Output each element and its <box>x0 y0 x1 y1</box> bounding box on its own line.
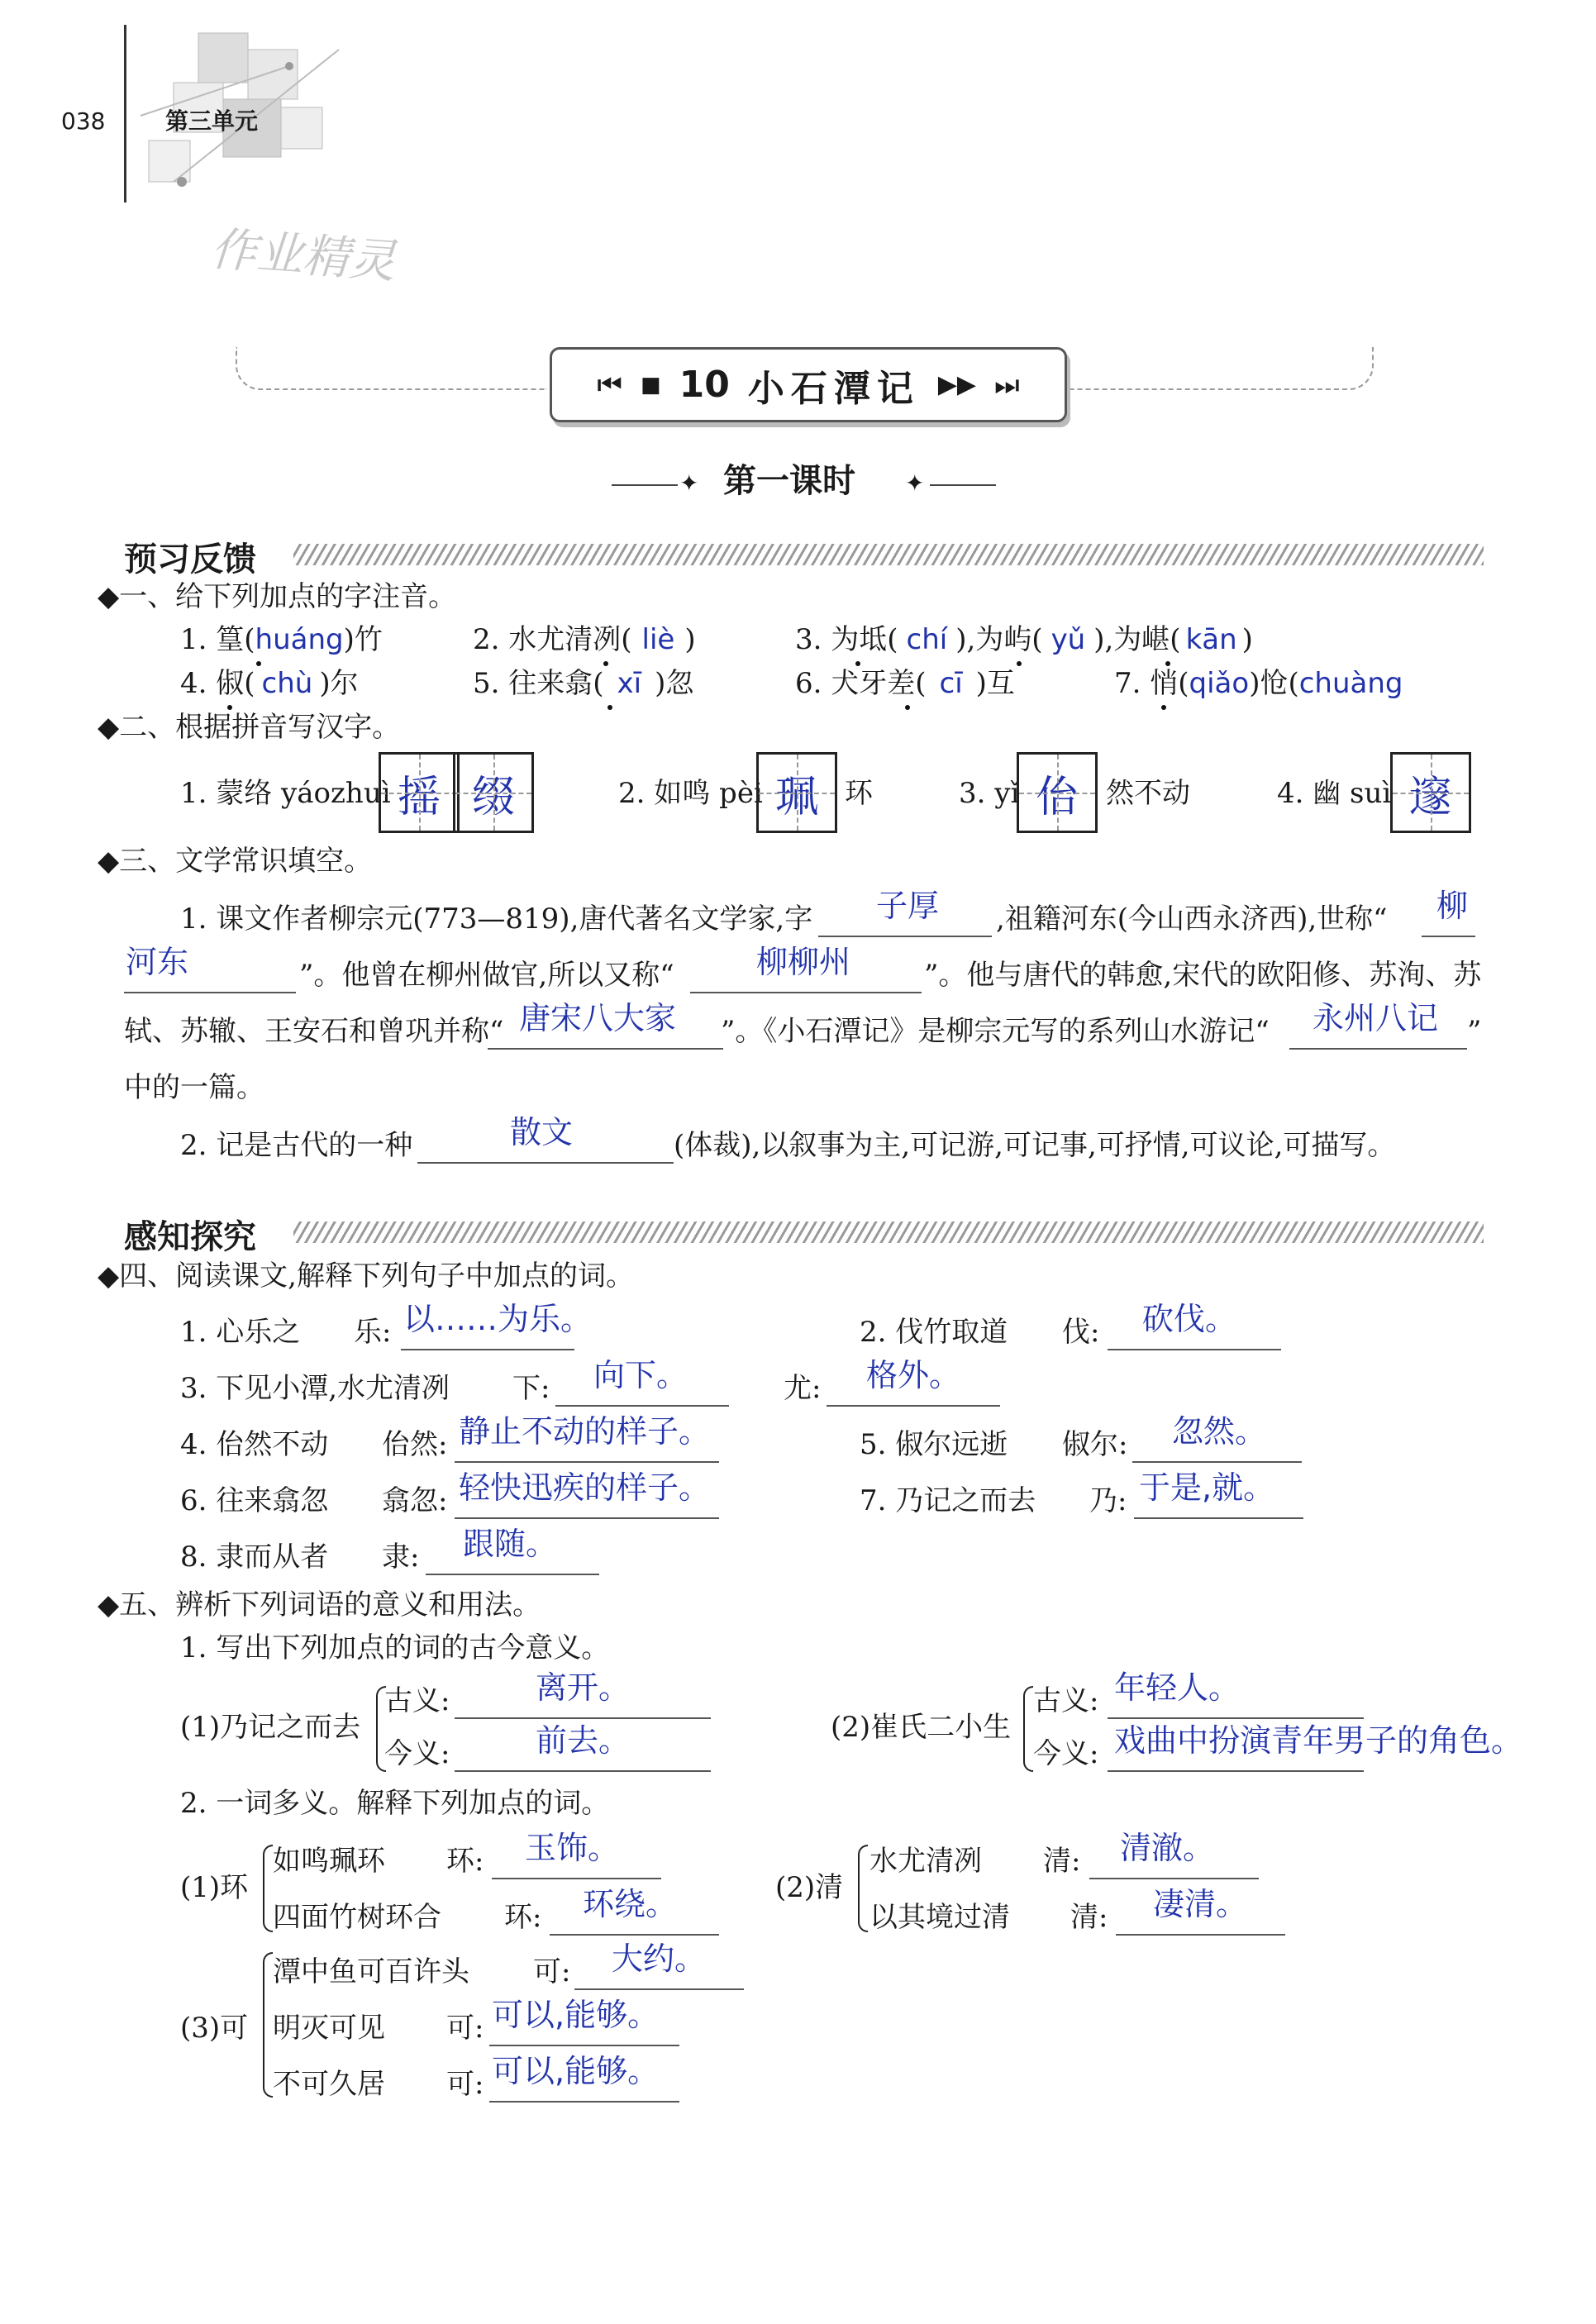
q1-item-2: 2. 水尤清冽( liè ) <box>473 623 696 656</box>
q3-answer-2b: 河东 <box>126 944 189 980</box>
q3-line1b: ,祖籍河东(今山西永济西),世称“ <box>996 902 1388 936</box>
q5-h3-row3-q: 不可久居 <box>273 2068 385 2101</box>
q5-h1-brace <box>263 1845 273 1932</box>
q4-item-3-blank <box>555 1405 729 1407</box>
q4-item-6-answer: 轻快迅疾的样子。 <box>459 1469 711 1506</box>
q4-item-7-q: 7. 乃记之而去 <box>860 1484 1036 1517</box>
q5-p1-gu-answer: 离开。 <box>536 1669 631 1706</box>
q3-line5b: (体裁),以叙事为主,可记游,可记事,可抒情,可议论,可描写。 <box>674 1129 1396 1162</box>
q3-line3c: ” <box>1467 1015 1482 1048</box>
q2-title: ◆二、根据拼音写汉字。 <box>98 711 401 744</box>
q4-item-4-answer: 静止不动的样子。 <box>459 1413 711 1450</box>
q3-blank-5 <box>1289 1048 1467 1050</box>
q4-item-5-answer: 忽然。 <box>1172 1413 1267 1450</box>
q5-h2-row1-q: 水尤清冽 <box>869 1845 982 1878</box>
q4-item-3b-answer: 格外。 <box>866 1357 961 1393</box>
q5-sub2: 2. 一词多义。解释下列加点的词。 <box>180 1787 610 1820</box>
q4-item-7-answer: 于是,就。 <box>1139 1469 1275 1506</box>
q2-item-2-label: 2. 如鸣 pèi <box>618 777 763 810</box>
q5-h1-row2-q: 四面竹树环合 <box>273 1901 441 1934</box>
subtitle-right-ornament: ✦ <box>905 469 925 497</box>
q1-title: ◆一、给下列加点的字注音。 <box>98 580 457 613</box>
q1-item-7: 7. 悄(qiǎo)怆(chuàng <box>1114 667 1403 700</box>
section-explore-heading: 感知探究 <box>124 1217 256 1256</box>
q3-line1a: 1. 课文作者柳宗元(773—819),唐代著名文学家,字 <box>180 902 813 936</box>
q3-blank-6 <box>417 1162 674 1164</box>
q5-h3-row2-answer: 可以,能够。 <box>492 1997 660 2033</box>
q5-h1-row2-w: 环: <box>504 1901 542 1934</box>
q5-p2-brace <box>1023 1686 1033 1772</box>
title-banner-right-line <box>1066 347 1374 390</box>
q3-blank-2b <box>124 992 296 993</box>
q5-h2-head: (2)清 <box>775 1871 844 1904</box>
q4-item-2-answer: 砍伐。 <box>1142 1301 1237 1337</box>
q3-answer-5: 永州八记 <box>1313 1000 1439 1036</box>
q3-line3b: ”。《小石潭记》是柳宗元写的系列山水游记“ <box>721 1015 1270 1048</box>
q4-item-8-q: 8. 隶而从者 <box>180 1541 329 1574</box>
q4-title: ◆四、阅读课文,解释下列句子中加点的词。 <box>98 1260 634 1293</box>
q5-h3-head: (3)可 <box>180 2012 249 2045</box>
q5-p2-jin-label: 今义: <box>1033 1737 1099 1770</box>
q4-item-1-answer: 以……为乐。 <box>403 1301 593 1337</box>
q4-item-8-w: 隶: <box>382 1541 420 1574</box>
q1-item-5: 5. 往来翕( xī )忽 <box>473 667 694 700</box>
q5-p2-gu-answer: 年轻人。 <box>1114 1669 1241 1706</box>
q5-h3-row3-blank <box>489 2101 679 2103</box>
q3-line2a: ”。他曾在柳州做官,所以又称“ <box>299 959 674 992</box>
q4-item-6-blank <box>455 1517 719 1519</box>
q2-item-4-label: 4. 幽 suì <box>1277 777 1392 810</box>
q5-h2-row2-answer: 凄清。 <box>1153 1886 1248 1922</box>
q1-item-1: 1. 篁(huáng)竹 <box>180 623 383 656</box>
q5-h1-row1-answer: 玉饰。 <box>525 1830 620 1866</box>
q4-item-3b-w: 尤: <box>784 1372 822 1405</box>
skip-back-icon: ⏮ <box>597 368 623 402</box>
q4-item-5-w: 俶尔: <box>1062 1428 1128 1461</box>
emphasis-dot <box>256 661 261 666</box>
q4-item-3-w: 下: <box>512 1372 550 1405</box>
q5-p2-jin-answer: 戏曲中扮演青年男子的角色。 <box>1114 1722 1523 1759</box>
q5-p1-jin-blank <box>455 1770 711 1772</box>
q3-line4: 中的一篇。 <box>124 1071 264 1104</box>
q5-h2-row1-w: 清: <box>1043 1845 1081 1878</box>
q5-h3-brace <box>263 1952 273 2098</box>
q4-item-8-blank <box>426 1574 599 1575</box>
q3-line3a: 轼、苏辙、王安石和曾巩并称“ <box>124 1015 504 1048</box>
q5-h2-row1-blank <box>1089 1878 1259 1879</box>
q5-p1-jin-label: 今义: <box>384 1737 450 1770</box>
q1-item-3: 3. 为坻( chí ),为屿( yǔ ),为嵁( kān ) <box>795 623 1253 656</box>
header-rule <box>124 25 126 202</box>
q5-h1-row1-q: 如鸣珮环 <box>273 1845 385 1878</box>
q5-h2-brace <box>858 1845 868 1932</box>
emphasis-dot <box>855 661 860 666</box>
q5-title: ◆五、辨析下列词语的意义和用法。 <box>98 1588 541 1622</box>
page-number: 038 <box>61 107 106 135</box>
q5-h2-row2-blank <box>1116 1934 1285 1936</box>
q4-item-5-blank <box>1132 1461 1302 1463</box>
q5-h2-row1-answer: 清澈。 <box>1120 1830 1215 1866</box>
forward-icon: ▶▶ <box>937 370 976 399</box>
emphasis-dot <box>905 705 910 710</box>
q2-item-4-box: 邃 <box>1390 752 1471 833</box>
q5-h1-row1-w: 环: <box>446 1845 484 1878</box>
q5-h3-row1-q: 潭中鱼可百许头 <box>273 1955 469 1988</box>
q2-item-1-box-b: 缀 <box>453 752 534 833</box>
subtitle-left-ornament: ✦ <box>679 469 699 497</box>
section-explore-hatch <box>293 1222 1484 1243</box>
q2-item-2-box: 珮 <box>756 752 837 833</box>
q5-h3-row2-w: 可: <box>446 2012 484 2045</box>
emphasis-dot <box>1161 705 1166 710</box>
q5-sub1: 1. 写出下列加点的词的古今意义。 <box>180 1631 610 1664</box>
q4-item-6-w: 翕忽: <box>382 1484 448 1517</box>
emphasis-dot <box>1017 661 1022 666</box>
q3-line5a: 2. 记是古代的一种 <box>180 1129 413 1162</box>
watermark: 作业精灵 <box>208 222 398 289</box>
q4-item-4-w: 佁然: <box>382 1428 448 1461</box>
q2-item-3-suffix: 然不动 <box>1106 777 1190 810</box>
q4-item-1-w: 乐: <box>354 1316 392 1349</box>
q4-item-3b-blank <box>827 1405 1000 1407</box>
q5-h3-row2-q: 明灭可见 <box>273 2012 385 2045</box>
q3-blank-3 <box>690 992 922 993</box>
skip-forward-icon: ⏭ <box>993 368 1020 402</box>
q5-p2-head: (2)崔氏二小生 <box>831 1711 1012 1744</box>
q4-item-6-q: 6. 往来翕忽 <box>180 1484 329 1517</box>
q2-item-3-label: 3. yǐ <box>959 777 1020 810</box>
emphasis-dot <box>1165 661 1170 666</box>
q5-h1-row1-blank <box>492 1878 661 1879</box>
q3-title: ◆三、文学常识填空。 <box>98 845 373 878</box>
q1-item-4: 4. 俶( chù )尔 <box>180 667 359 700</box>
q4-item-2-q: 2. 伐竹取道 <box>860 1316 1008 1349</box>
section-preview-heading: 预习反馈 <box>124 540 256 579</box>
lesson-number: 10 <box>679 364 730 406</box>
q3-line2b: ”。他与唐代的韩愈,宋代的欧阳修、苏洵、苏 <box>924 959 1482 992</box>
q5-p1-gu-blank <box>455 1717 711 1719</box>
q4-item-7-blank <box>1134 1517 1303 1519</box>
q1-item-6: 6. 犬牙差( cī )互 <box>795 667 1015 700</box>
subtitle-left-line <box>612 484 678 486</box>
emphasis-dot <box>607 705 612 710</box>
q2-item-3-box: 佁 <box>1017 752 1098 833</box>
q4-item-4-q: 4. 佁然不动 <box>180 1428 329 1461</box>
q3-answer-1: 子厚 <box>876 888 940 924</box>
q4-item-1-blank <box>401 1349 574 1350</box>
q3-answer-4: 唐宋八大家 <box>519 1000 677 1036</box>
q5-h3-row2-blank <box>489 2045 679 2046</box>
lesson-title: 小石潭记 <box>747 367 920 410</box>
q5-p2-gu-label: 古义: <box>1033 1684 1099 1717</box>
q3-answer-6: 散文 <box>510 1114 574 1150</box>
q4-item-7-w: 乃: <box>1089 1484 1127 1517</box>
q5-h2-row2-w: 清: <box>1070 1901 1108 1934</box>
q4-item-1-q: 1. 心乐之 <box>180 1316 301 1349</box>
q3-blank-1 <box>818 936 992 937</box>
q5-h2-row2-q: 以其境过清 <box>869 1901 1010 1934</box>
q5-h1-row2-answer: 环绕。 <box>583 1886 678 1922</box>
section-preview-hatch <box>293 544 1484 565</box>
q5-h3-row3-answer: 可以,能够。 <box>492 2053 660 2089</box>
q4-item-5-q: 5. 俶尔远逝 <box>860 1428 1008 1461</box>
q2-item-2-suffix: 环 <box>845 777 873 810</box>
title-banner-left-line <box>236 347 547 390</box>
q5-h1-head: (1)环 <box>180 1871 249 1904</box>
q5-h3-row1-blank <box>574 1988 744 1990</box>
q4-item-3-q: 3. 下见小潭,水尤清冽 <box>180 1372 450 1405</box>
q4-item-8-answer: 跟随。 <box>463 1526 558 1562</box>
q5-h3-row3-w: 可: <box>446 2068 484 2101</box>
subtitle-right-line <box>930 484 996 486</box>
q2-item-1-label: 1. 蒙络 yáozhuì <box>180 777 391 810</box>
emphasis-dot <box>603 661 608 666</box>
q5-p1-gu-label: 古义: <box>384 1684 450 1717</box>
q4-item-2-blank <box>1108 1349 1281 1350</box>
q3-answer-2a: 柳 <box>1436 888 1469 924</box>
q5-p1-jin-answer: 前去。 <box>536 1722 631 1759</box>
q5-p2-gu-blank <box>1108 1717 1364 1719</box>
q3-blank-4 <box>488 1048 723 1050</box>
q2-item-1-box-a: 摇 <box>379 752 460 833</box>
q5-h1-row2-blank <box>550 1934 719 1936</box>
q5-h3-row1-w: 可: <box>533 1955 571 1988</box>
q5-p2-jin-blank <box>1108 1770 1364 1772</box>
q3-answer-3: 柳柳州 <box>756 944 851 980</box>
lesson-subtitle: 第一课时 <box>723 461 855 500</box>
q3-blank-2 <box>1422 936 1475 937</box>
q5-p1-head: (1)乃记之而去 <box>180 1711 361 1744</box>
q5-h3-row1-answer: 大约。 <box>612 1941 707 1977</box>
q4-item-2-w: 伐: <box>1062 1316 1100 1349</box>
q4-item-4-blank <box>455 1461 719 1463</box>
lesson-title-box <box>550 347 1067 422</box>
unit-label: 第三单元 <box>165 107 259 135</box>
square-icon: ■ <box>641 372 661 398</box>
q4-item-3-answer: 向下。 <box>593 1357 688 1393</box>
